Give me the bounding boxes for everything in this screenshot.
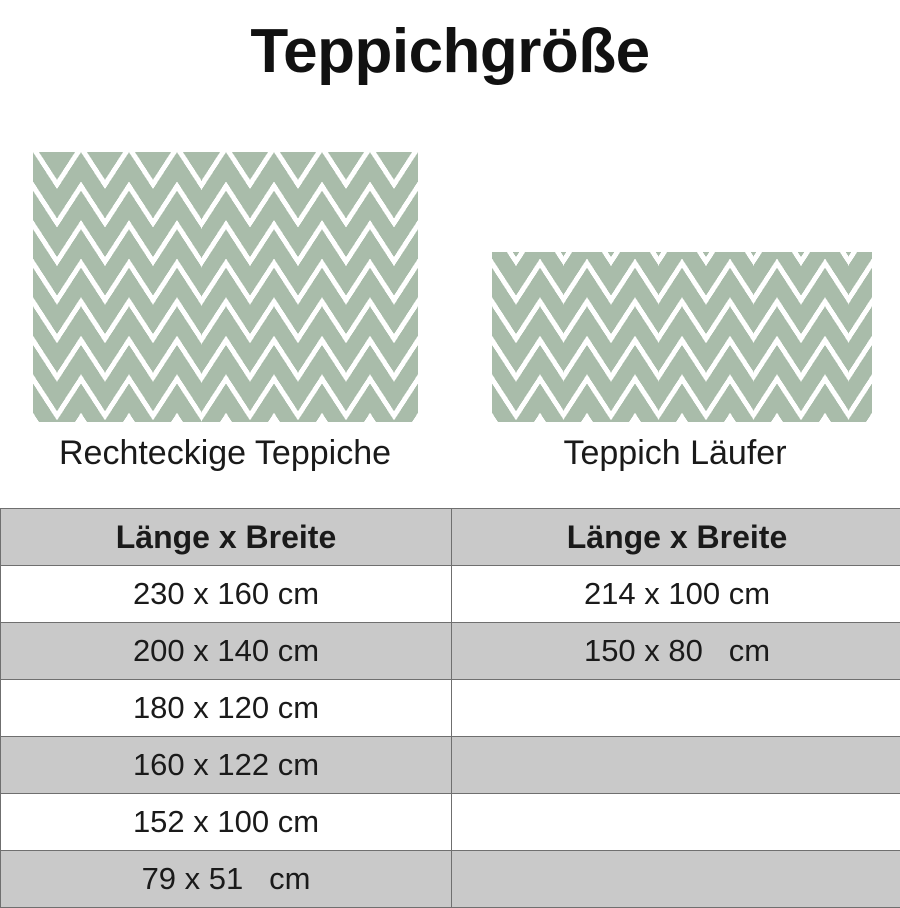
table-row [1, 851, 900, 908]
size-table [0, 508, 900, 908]
table-header-row [1, 509, 900, 566]
runner-rug-caption: Teppich Läufer [450, 434, 900, 473]
runner-size-cell: 150 x 80 cm [452, 623, 900, 680]
page-title: Teppichgröße [0, 18, 900, 86]
runner-size-cell: 214 x 100 cm [452, 566, 900, 623]
table-header-runner: Länge x Breite [452, 509, 900, 566]
rectangular-size-cell: 230 x 160 cm [1, 566, 452, 623]
table-header-rectangular: Länge x Breite [1, 509, 452, 566]
chevron-pattern [492, 252, 872, 422]
rectangular-size-cell: 180 x 120 cm [1, 680, 452, 737]
rectangular-size-cell: 152 x 100 cm [1, 794, 452, 851]
rug-captions [0, 434, 900, 492]
table-row [1, 566, 900, 623]
rectangular-size-cell: 200 x 140 cm [1, 623, 452, 680]
rectangular-size-cell: 160 x 122 cm [1, 737, 452, 794]
table-row [1, 737, 900, 794]
rectangular-size-cell: 79 x 51 cm [1, 851, 452, 908]
table-row [1, 794, 900, 851]
runner-rug-swatch [492, 252, 872, 422]
runner-size-cell-empty [452, 794, 900, 851]
runner-size-cell-empty [452, 851, 900, 908]
runner-size-cell-empty [452, 680, 900, 737]
rug-illustrations [0, 148, 900, 428]
runner-size-cell-empty [452, 737, 900, 794]
chevron-pattern [33, 152, 418, 422]
table-row [1, 680, 900, 737]
rectangular-rug-swatch [33, 152, 418, 422]
rectangular-rug-caption: Rechteckige Teppiche [0, 434, 450, 473]
table-row [1, 623, 900, 680]
